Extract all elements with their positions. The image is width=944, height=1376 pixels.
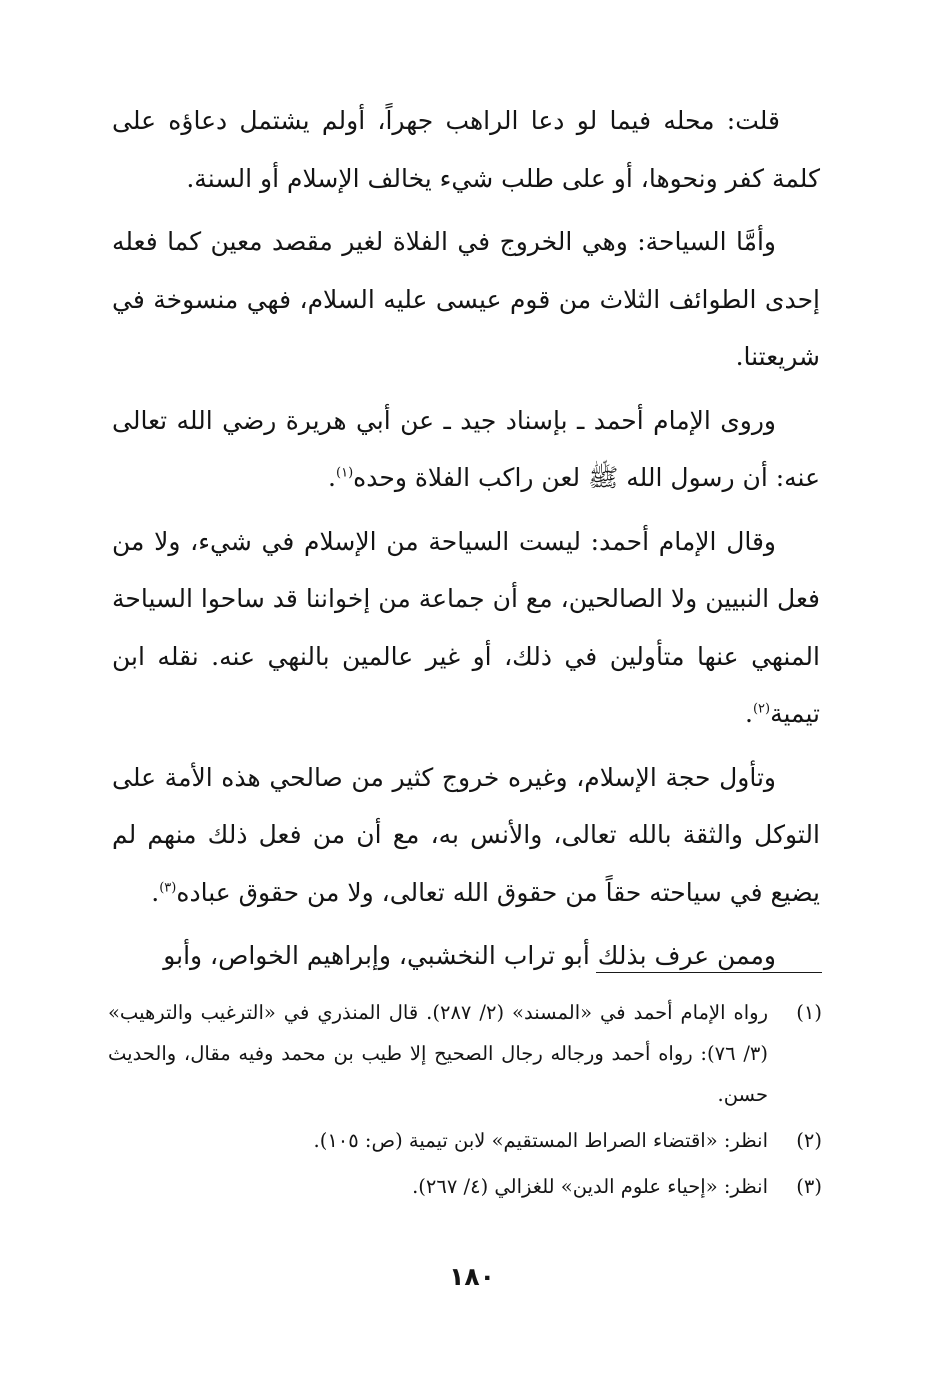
paragraph-text: وأمَّا السياحة: وهي الخروج في الفلاة لغير مقصد معين كما فعله إحدى الطوائف الثلاث من قوم عيسى عليه السلام، فهي منسوخة في شريعتنا. [112, 227, 820, 371]
paragraph-3 [112, 392, 820, 507]
footnote-reference-1[interactable]: (١) [336, 465, 354, 481]
paragraph-5 [112, 749, 820, 922]
paragraph-tail: . [328, 463, 336, 492]
footnotes-section [108, 992, 822, 1212]
paragraph-text: قلت: محله فيما لو دعا الراهب جهراً، أولم يشتمل دعاؤه على كلمة كفر ونحوها، أو على طلب شيء يخالف الإسلام أو السنة. [112, 106, 820, 193]
paragraph-tail: . [151, 877, 160, 907]
paragraph-tail: . [745, 699, 753, 728]
footnote-3 [108, 1166, 822, 1207]
footnote-text: انظر: «إحياء علوم الدين» للغزالي (٤/ ٢٦٧). [412, 1175, 768, 1198]
paragraph-text: وتأول حجة الإسلام، وغيره خروج كثير من صالحي هذه الأمة على التوكل والثقة بالله تعالى، والأنس به، مع أن من فعل ذلك منهم لم يضيع في سياحته حقاً من حقوق الله تعالى، ولا من حقوق عباده [112, 762, 820, 907]
paragraph-text: وروى الإمام أحمد ـ بإسناد جيد ـ عن أبي هريرة رضي الله تعالى عنه: أن رسول الله ﷺ لعن راكب الفلاة وحده [112, 405, 820, 492]
footnote-number: (١) [796, 1001, 822, 1024]
paragraph-2 [112, 213, 820, 386]
paragraph-4 [112, 513, 820, 743]
footnote-1 [108, 992, 822, 1115]
footnote-reference-3[interactable]: (٣) [159, 880, 177, 896]
paragraph-text: وممن عرف بذلك أبو تراب النخشبي، وإبراهيم الخواص، وأبو [163, 941, 776, 970]
footnote-reference-2[interactable]: (٢) [752, 701, 771, 717]
footnote-number: (٢) [796, 1129, 822, 1152]
footnote-2 [108, 1120, 822, 1161]
main-text [112, 92, 820, 985]
page-number: ١٨٠ [449, 1262, 495, 1291]
footnote-text: انظر: «اقتضاء الصراط المستقيم» لابن تيمية (ص: ١٠٥). [313, 1129, 768, 1152]
paragraph-6 [112, 927, 820, 985]
footnote-number: (٣) [796, 1175, 822, 1198]
paragraph-text: وقال الإمام أحمد: ليست السياحة من الإسلام في شيء، ولا من فعل النبيين ولا الصالحين، مع أن جماعة من إخواننا قد ساحوا السياحة المنهي عنها متأولين في ذلك، أو غير عالمين بالنهي عنه. نقله ابن تيمية [112, 526, 820, 728]
paragraph-1 [112, 92, 820, 207]
footnote-divider [596, 972, 822, 973]
footnote-text: رواه الإمام أحمد في «المسند» (٢/ ٢٨٧). قال المنذري في «الترغيب والترهيب» (٣/ ٧٦): رواه أحمد ورجاله رجال الصحيح إلا طيب بن محمد وفيه مقال، والحديث حسن. [108, 1001, 768, 1106]
